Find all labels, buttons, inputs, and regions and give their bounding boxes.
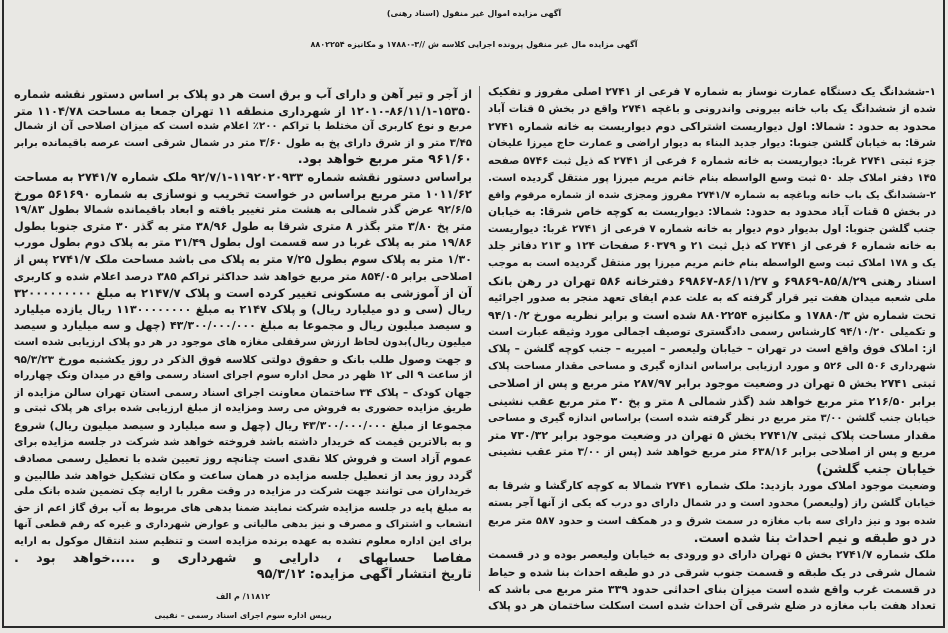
- notice-subtitle: آگهی مزایده مال غیر منقول پرونده اجرایی کلاسه ش //۳-۱۷۸۸۰ و مکانیزه ۸۸۰۲۲۵۴: [310, 40, 638, 49]
- right-column-line: شرقا: به خیابان گلشن جنوبا: دیوار جدید البناء به دیوار اراضی و عمارت حاج میرزا علیخان: [488, 138, 936, 150]
- left-column-line: برای این اداره معلوم نشده به عهده برنده مزایده است و تنظیم سند انتقال موکول به ارایه: [14, 536, 472, 548]
- left-column-line: عموم آزاد است و فروش کلا نقدی است چنانچه روز تعیین شده با تعطیل رسمی مصادف: [14, 453, 472, 466]
- left-column-line: از آجر و تیر آهن و دارای آب و برق است هر دو پلاک بر اساس دستور نقشه شماره: [14, 87, 472, 101]
- right-column-line: خیابان جنب گلشن ۳/۰۰ متر مربع در نظر گرفته شده است) براساس اندازه گیری و مساحی: [488, 412, 936, 424]
- right-column-line: محدود به حدود : شمالا: اول دیواریست اشتراکی دوم دیواریست به خانه شماره ۲۷۴۱: [488, 120, 936, 134]
- signature: رییس اداره سوم اجرای اسناد رسمی – نقیبی: [154, 611, 332, 620]
- right-column-line: ۱-ششدانگ یک دستگاه عمارت نوساز به شماره ۷ فرعی از ۲۷۴۱ اصلی مفروز و تفکیک: [488, 86, 936, 98]
- left-column-line: به مبلغ پایه در جلسه مزایده شرکت نمایند ضمنا بدهی های مربوط به آب برق گاز اعم از حق: [14, 502, 472, 514]
- left-column-line: و جهت وصول طلب بانک و حقوق دولتی کلاسه فوق الذکر در روز یکشنبه مورخ ۹۵/۳/۲۳: [14, 353, 472, 366]
- right-column-line: برابر ۲۱۶/۵۰ متر مربع خواهد شد (گذر شمالی ۸ متر و پخ ۳۰ متر مربع عقب نشینی: [488, 394, 936, 408]
- left-column-line: طریق مزایده حضوری به فروش می رسد ومزایده از مبلغ ارزیابی شده برای هر پلاک ثبتی و: [14, 403, 472, 415]
- right-column-line: جنب گلشن جنوبا: اول بدیوار دوم دیوار به خانه شماره ۷ فرعی از ۲۷۴۱ غربا: دیواریست: [488, 223, 936, 236]
- right-column-line: و تکمیلی ۹۴/۱۰/۲۰ کارشناس رسمی دادگستری توصیف اجمالی مورد وثیقه عبارت است: [488, 325, 936, 338]
- left-column-line: مجموعا از مبلغ ۴۳/۳۰۰/۰۰۰/۰۰۰ ریال (چهل و سه میلیارد و سیصد میلیون ریال) شروع: [14, 418, 472, 432]
- right-column-line: به خانه شماره ۶ فرعی از ۲۷۴۱ که ذیل ثبت ۲۱ و ۶۰۳۷۹ صفحات ۱۲۴ و ۲۱۳ دفاتر جلد: [488, 240, 936, 253]
- reference-number: ۱۱۸۱۲/ م الف: [215, 592, 271, 601]
- right-column-line: مقدار مساحت پلاک ثبتی ۲۷۴۱/۷ بخش ۵ تهران در وضعیت موجود برابر ۷۳۰/۳۲ متر: [488, 428, 936, 442]
- right-column-line: ثبتی ۲۷۴۱ بخش ۵ تهران در وضعیت موجود برابر ۲۸۷/۹۷ متر مربع و پس از اصلاحی: [488, 377, 936, 391]
- right-column-line: اسناد رهنی ۸۵/۸/۲۹-۶۹۸۶۹ و ۸۶/۱۱/۲۷-۶۹۸۶۷ دفترخانه ۵۸۶ تهران در رهن بانک: [488, 273, 936, 288]
- right-column-line: در قسمت غرب واقع شده است میزان بنای احداثی حدود ۳۳۹ متر مربع می باشد که: [488, 583, 936, 597]
- left-column-line: میلیون ریال)بدون لحاظ ارزش سرقفلی مغازه های موجود در هر دو پلاک ارزیابی شده است: [14, 336, 472, 348]
- left-column-line: براساس دستور نقشه شماره ۱۱۹۲۰۲۰۹۳۳-۹۲/۷/۱ ملک شماره ۲۷۴۱/۷ به مساحت: [14, 169, 472, 184]
- right-column-line: شده از ششدانگ یک باب خانه بیرونی واندرونی و باغچه ۲۷۴۱ واقع در بخش ۵ قنات آباد: [488, 103, 936, 116]
- right-column-line: در دو طبقه و نیم احداث بنا شده است.: [693, 530, 936, 546]
- left-column-line: ریال (سی و دو میلیارد ریال) و پلاک ۲۱۴۷ به مبلغ ۱۱۳۰۰۰۰۰۰۰۰ ریال یازده میلیارد: [14, 302, 472, 316]
- left-column-line: متر پخ ۳/۸۰ متر بگذر ۸ متری شرقا به طول ۳۸/۹۶ متر به گذر ۳۰ متری جنوبا بطول: [14, 219, 472, 233]
- left-column-line: تاریخ انتشار آگهی مزایده: ۹۵/۳/۱۲: [256, 567, 472, 583]
- left-column-line: خریداران می توانند جهت شرکت در مزایده در وقت مقرر با ارایه چک تضمین شده بانک ملی: [14, 486, 472, 498]
- right-column-line: خیابان گلشن راز (ولیعصر) محدود است و در شمال دارای دو درب که یکی از آنها آجر بسته: [488, 498, 936, 510]
- right-column-line: ۲-ششدانگ یک باب خانه وباغچه به شماره ۲۷۴۱/۷ مفروز ومجزی شده از شماره مرقوم واقع: [488, 189, 936, 201]
- right-column-line: شمال شرقی در یک طبقه و قسمت جنوب شرقی در دو طبقه احداث بنا شده و حیاط: [488, 565, 936, 579]
- right-column-line: ۱۴۵ دفتر املاک جلد ۵۰ ثبت وسع الواسطه بنام خانم مریم میرزا پور منتقل گردیده است.: [488, 172, 936, 184]
- left-column-line: و به بالاترین قیمت که خریدار داشته باشد فروخته خواهد شد شرکت در جلسه مزایده برای: [14, 436, 472, 449]
- right-column-line: وضعیت موجود املاک مورد بازدید: ملک شماره ۲۷۴۱ شمالا به کوچه کارگشا و شرقا به: [488, 480, 936, 493]
- right-column-line: تحت شماره ش ۱۷۸۸۰/۳ و مکانیزه ۸۸۰۲۲۵۴ شده است و برابر نظریه مورخ ۹۴/۱۰/۲: [488, 308, 936, 322]
- left-column-line: ۱۰۱۱/۶۲ متر مربع براساس در خواست تخریب و نوسازی به شماره ۵۶۱۶۹۰ مورخ: [14, 186, 472, 201]
- right-column-line: تعداد هفت باب مغازه در ضلع شرقی آن احداث شده است اسکلت ساختمان هر دو پلاک: [488, 600, 936, 613]
- left-column-line: ۱۲۰۱۰-۸۶/۱۱/۱-۱۵۳۵۰ از شهرداری منطقه ۱۱ تهران جمعا به مساحت ۱۱۰۴/۷۸ متر: [14, 103, 472, 118]
- right-text-column: [488, 84, 936, 615]
- left-column-line: ۳/۴۵ متر و از شرق دارای پخ به طول ۳/۶۰ متر در شمال شرقی است عرصه باقیمانده برابر: [14, 137, 472, 149]
- left-column-line: مفاصا حسابهای ، دارایی و شهرداری و .....خواهد بود .: [14, 550, 472, 566]
- right-column-line: یک و ۱۷۸ املاک ثبت وسع الواسطه بنام خانم مریم میرزا پور منتقل گردیده است به موجب: [488, 258, 936, 270]
- column-divider: [479, 86, 480, 591]
- left-column-line: آن از آموزشی به مسکونی تغییر کرده است و پلاک ۲۱۴۷/۷ به مبلغ ۳۲۰۰۰۰۰۰۰۰۰: [14, 286, 472, 301]
- notice-title: آگهی مزایده اموال غیر منقول (اسناد رهنی): [386, 9, 562, 18]
- left-column-line: ۹۶۱/۶۰ متر مربع خواهد بود.: [297, 152, 472, 168]
- left-column-line: ۱/۳۰ متر به پلاک سوم بطول ۷/۲۵ متر به پلاک می باشد مساحت ملک ۲۷۴۱/۷ پس از: [14, 252, 472, 266]
- left-column-line: انشعاب و اشتراک و مصرف و نیز بدهی مالیاتی و عوارض شهرداری و غیره که رقم قطعی آنها: [14, 519, 472, 531]
- right-column-line: در بخش ۵ قنات آباد محدود به حدود: شمالا: دیواریست به کوچه خاص شرقا: به خیابان: [488, 205, 936, 218]
- left-column-line: ۹۲/۶/۵ عرض گذر شمالی به هشت متر تغییر یافته و ابعاد باقیمانده شمالا بطول ۱۹/۸۳: [14, 203, 472, 217]
- left-column-line: گردد روز بعد از تعطیل جلسه مزایده در همان ساعت و مکان تشکیل خواهد شد طالبین و: [14, 469, 472, 482]
- right-column-line: شهرداری ۵۰۶ الی ۵۲۶ و مورد ارزیابی براساس اندازه گیری و مساحی مقدار مساحت پلاک: [488, 361, 936, 373]
- left-column-line: جهان کودک – پلاک ۳۴ ساختمان معاونت اجرای اسناد رسمی استان تهران سالن مزایده از: [14, 386, 472, 399]
- right-column-line: شده بود و نیز دارای سه باب مغازه در سمت شرق و در همکف است و حدود ۵۸۷ متر مربع: [488, 515, 936, 527]
- left-column-line: ۱۹/۸۶ متر به پلاک غربا در سه قسمت اول بطول ۳۱/۴۹ متر به پلاک دوم بطول مورب: [14, 236, 472, 250]
- right-column-line: خیابان جنب گلشن): [816, 462, 936, 478]
- right-column-line: ملک شماره ۲۷۴۱/۷ بخش ۵ تهران دارای دو ورودی به خیابان ولیعصر بوده و در قسمت: [488, 548, 936, 561]
- right-column-line: از: املاک فوق واقع است در تهران – خیابان ولیعصر – امیریه – جنب کوچه گلشن – پلاک: [488, 343, 936, 356]
- left-column-line: اصلاحی برابر ۸۵۴/۰۵ متر مربع خواهد شد حداکثر تراکم ۳۸۵ درصد اعلام شده و کاربری: [14, 269, 472, 283]
- right-column-line: جزء ثبتی ۲۷۴۱ غربا: دیواریست به خانه شماره ۶ فرعی از ۲۷۴۱ که ذیل ثبت ۵۷۴۶ صفحه: [488, 154, 936, 167]
- left-text-column: [14, 86, 472, 584]
- right-column-line: ملی شعبه میدان هفت تیر قرار گرفته که به علت عدم ایفای تعهد منجر به صدور اجرائیه: [488, 291, 936, 304]
- left-column-line: مربع و نوع کاربری آن مختلط با تراکم ۲۰۰٪ اعلام شده است که میزان اصلاحی آن از شمال: [14, 121, 472, 133]
- left-column-line: از ساعت ۹ الی ۱۲ ظهر در محل اداره سوم اجرای اسناد رسمی واقع در میدان ونک چهارراه: [14, 370, 472, 382]
- left-column-line: و سیصد میلیون ریال و مجموعا به مبلغ ۴۳/۳۰۰/۰۰۰/۰۰۰ (چهل و سه میلیارد و سیصد: [14, 319, 472, 333]
- right-column-line: مربع و پس از اصلاحی برابر ۶۳۸/۱۶ متر مربع خواهد شد (پس از ۳/۰۰ متر عقب نشینی: [488, 445, 936, 458]
